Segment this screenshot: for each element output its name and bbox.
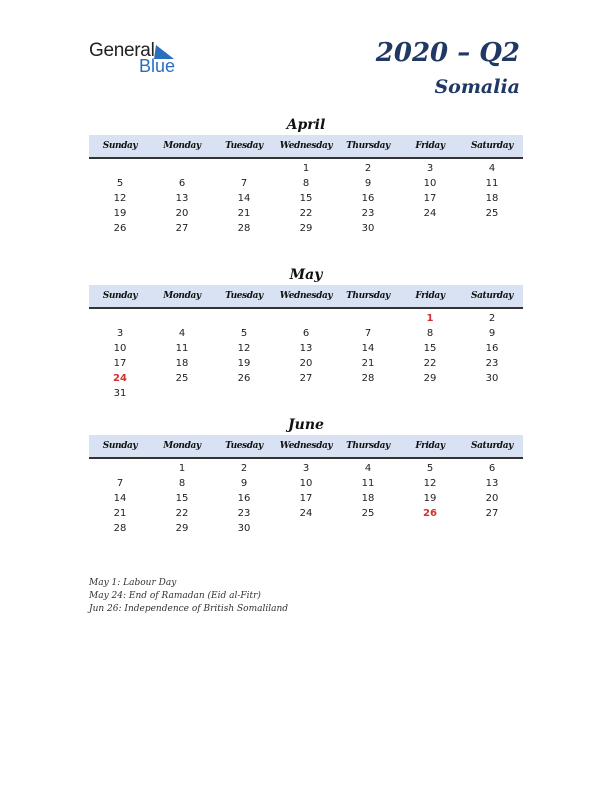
day-cell: 31	[113, 388, 127, 399]
weekday-header-row	[89, 285, 523, 309]
page-title: 2020 – Q2	[375, 38, 520, 68]
week-row	[89, 311, 523, 326]
holiday-note: May 1: Labour Day	[89, 578, 177, 588]
empty-day-cell	[213, 161, 275, 176]
week-row	[89, 341, 523, 356]
weekday-label: Thursday	[346, 141, 390, 151]
day-cell: 4	[488, 163, 496, 174]
week-row	[89, 386, 523, 401]
empty-day-cell	[275, 311, 337, 326]
day-cell: 22	[175, 508, 189, 519]
day-cell: 18	[361, 493, 375, 504]
day-cell: 9	[240, 478, 248, 489]
day-cell: 1	[178, 463, 186, 474]
day-cell: 11	[485, 178, 499, 189]
empty-day-cell	[151, 386, 213, 401]
day-cell: 4	[364, 463, 372, 474]
day-cell: 9	[488, 328, 496, 339]
empty-day-cell	[461, 386, 523, 401]
day-cell: 26	[237, 373, 251, 384]
day-cell: 16	[361, 193, 375, 204]
month-name: May	[289, 267, 323, 283]
week-row	[89, 161, 523, 176]
day-cell: 19	[237, 358, 251, 369]
weekday-label: Tuesday	[225, 441, 263, 451]
empty-day-cell	[275, 521, 337, 536]
day-cell: 27	[485, 508, 499, 519]
day-grid	[89, 309, 523, 401]
day-cell: 28	[237, 223, 251, 234]
day-cell: 27	[299, 373, 313, 384]
day-cell: 12	[237, 343, 251, 354]
day-cell: 30	[237, 523, 251, 534]
day-cell: 1	[302, 163, 310, 174]
day-cell: 10	[423, 178, 437, 189]
day-cell: 24	[113, 373, 127, 384]
weekday-label: Wednesday	[279, 141, 333, 151]
empty-day-cell	[399, 221, 461, 236]
day-cell: 2	[240, 463, 248, 474]
day-cell: 11	[175, 343, 189, 354]
empty-day-cell	[275, 386, 337, 401]
weekday-label: Thursday	[346, 291, 390, 301]
day-cell: 17	[423, 193, 437, 204]
logo	[89, 40, 189, 80]
empty-day-cell	[337, 386, 399, 401]
empty-day-cell	[89, 461, 151, 476]
week-row	[89, 506, 523, 521]
weekday-header-row	[89, 435, 523, 459]
day-cell: 21	[361, 358, 375, 369]
week-row	[89, 326, 523, 341]
week-row	[89, 206, 523, 221]
weekday-label: Monday	[163, 441, 201, 451]
weekday-label: Saturday	[471, 141, 513, 151]
month-name: June	[288, 417, 324, 433]
day-cell: 5	[426, 463, 434, 474]
weekday-label: Saturday	[471, 441, 513, 451]
day-cell: 19	[423, 493, 437, 504]
empty-day-cell	[89, 161, 151, 176]
day-cell: 26	[113, 223, 127, 234]
month-may	[89, 265, 523, 401]
day-cell: 25	[485, 208, 499, 219]
empty-day-cell	[151, 311, 213, 326]
week-row	[89, 371, 523, 386]
day-cell: 14	[113, 493, 127, 504]
empty-day-cell	[337, 521, 399, 536]
day-cell: 9	[364, 178, 372, 189]
weekday-label: Friday	[415, 441, 445, 451]
weekday-label: Wednesday	[279, 441, 333, 451]
weekday-label: Tuesday	[225, 141, 263, 151]
day-cell: 6	[302, 328, 310, 339]
day-cell: 13	[485, 478, 499, 489]
holiday-note: Jun 26: Independence of British Somaliland	[89, 604, 289, 614]
empty-day-cell	[399, 386, 461, 401]
day-cell: 6	[488, 463, 496, 474]
month-name: April	[286, 117, 326, 133]
week-row	[89, 191, 523, 206]
day-cell: 22	[299, 208, 313, 219]
day-cell: 11	[361, 478, 375, 489]
day-cell: 28	[361, 373, 375, 384]
day-cell: 29	[299, 223, 313, 234]
week-row	[89, 521, 523, 536]
empty-day-cell	[461, 221, 523, 236]
day-cell: 3	[426, 163, 434, 174]
day-cell: 29	[423, 373, 437, 384]
day-cell: 8	[178, 478, 186, 489]
empty-day-cell	[461, 521, 523, 536]
day-cell: 7	[240, 178, 248, 189]
day-cell: 24	[423, 208, 437, 219]
day-cell: 20	[175, 208, 189, 219]
day-cell: 26	[423, 508, 437, 519]
country-subtitle: Somalia	[434, 76, 520, 98]
day-cell: 23	[485, 358, 499, 369]
day-cell: 8	[426, 328, 434, 339]
day-cell: 16	[485, 343, 499, 354]
week-row	[89, 476, 523, 491]
day-cell: 15	[299, 193, 313, 204]
day-cell: 15	[423, 343, 437, 354]
day-cell: 2	[488, 313, 496, 324]
weekday-label: Wednesday	[279, 291, 333, 301]
day-cell: 5	[116, 178, 124, 189]
logo-blue-text: Blue	[139, 56, 176, 76]
day-cell: 15	[175, 493, 189, 504]
weekday-label: Monday	[163, 141, 201, 151]
weekday-label: Saturday	[471, 291, 513, 301]
empty-day-cell	[337, 311, 399, 326]
day-cell: 3	[302, 463, 310, 474]
day-cell: 20	[485, 493, 499, 504]
day-cell: 5	[240, 328, 248, 339]
day-cell: 2	[364, 163, 372, 174]
empty-day-cell	[213, 386, 275, 401]
logo-general-text: General	[89, 40, 155, 61]
day-cell: 21	[113, 508, 127, 519]
weekday-label: Friday	[415, 141, 445, 151]
empty-day-cell	[89, 311, 151, 326]
day-cell: 12	[113, 193, 127, 204]
day-cell: 18	[485, 193, 499, 204]
day-cell: 28	[113, 523, 127, 534]
day-cell: 20	[299, 358, 313, 369]
day-cell: 30	[361, 223, 375, 234]
day-cell: 23	[237, 508, 251, 519]
month-june	[89, 415, 523, 536]
day-cell: 30	[485, 373, 499, 384]
day-cell: 13	[175, 193, 189, 204]
day-cell: 14	[237, 193, 251, 204]
day-grid	[89, 459, 523, 536]
holiday-notes	[89, 577, 489, 616]
weekday-label: Monday	[163, 291, 201, 301]
day-grid	[89, 159, 523, 236]
holiday-note: May 24: End of Ramadan (Eid al-Fitr)	[89, 591, 261, 601]
day-cell: 8	[302, 178, 310, 189]
empty-day-cell	[399, 521, 461, 536]
weekday-label: Sunday	[102, 141, 138, 151]
day-cell: 10	[299, 478, 313, 489]
week-row	[89, 356, 523, 371]
day-cell: 17	[113, 358, 127, 369]
day-cell: 19	[113, 208, 127, 219]
day-cell: 29	[175, 523, 189, 534]
day-cell: 7	[116, 478, 124, 489]
day-cell: 23	[361, 208, 375, 219]
weekday-label: Friday	[415, 291, 445, 301]
day-cell: 24	[299, 508, 313, 519]
day-cell: 14	[361, 343, 375, 354]
day-cell: 6	[178, 178, 186, 189]
weekday-header-row	[89, 135, 523, 159]
empty-day-cell	[213, 311, 275, 326]
day-cell: 4	[178, 328, 186, 339]
weekday-label: Tuesday	[225, 291, 263, 301]
day-cell: 10	[113, 343, 127, 354]
day-cell: 3	[116, 328, 124, 339]
day-cell: 12	[423, 478, 437, 489]
day-cell: 27	[175, 223, 189, 234]
day-cell: 13	[299, 343, 313, 354]
day-cell: 1	[426, 313, 434, 324]
day-cell: 22	[423, 358, 437, 369]
week-row	[89, 221, 523, 236]
weekday-label: Thursday	[346, 441, 390, 451]
day-cell: 7	[364, 328, 372, 339]
day-cell: 25	[361, 508, 375, 519]
day-cell: 21	[237, 208, 251, 219]
empty-day-cell	[151, 161, 213, 176]
weekday-label: Sunday	[102, 291, 138, 301]
day-cell: 16	[237, 493, 251, 504]
weekday-label: Sunday	[102, 441, 138, 451]
day-cell: 18	[175, 358, 189, 369]
week-row	[89, 491, 523, 506]
week-row	[89, 176, 523, 191]
day-cell: 25	[175, 373, 189, 384]
week-row	[89, 461, 523, 476]
day-cell: 17	[299, 493, 313, 504]
month-april	[89, 115, 523, 236]
